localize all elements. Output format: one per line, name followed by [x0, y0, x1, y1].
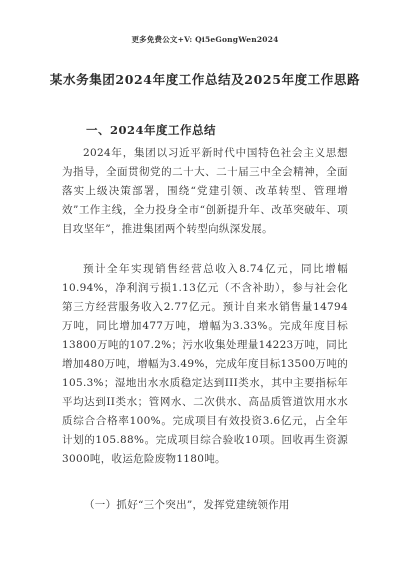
subsection-heading: （一）抓好“三个突出”，发挥党建统领作用 [84, 499, 290, 511]
document-title: 某水务集团2024年度工作总结及2025年度工作思路 [49, 72, 361, 87]
watermark-text: 更多免费公文+V: Qi5eGongWen2024 [131, 35, 279, 44]
body-paragraph: 2024年，集团以习近平新时代中国特色社会主义思想为指导，全面贯彻党的二十大、二十届三中全会精神，全面落实上级决策部署，围绕“党建引领、改革转型、管理增效”工作主线，全力投身全市“创新提升年、改革突破年、项目攻坚年”，推进集团两个转型向纵深发展。 [62, 147, 348, 235]
body-paragraph: 预计全年实现销售经营总收入8.74亿元，同比增幅10.94%，净利润亏损1.13亿元（不含补助），参与社会化第三方经营服务收入2.77亿元。预计自来水销售量14794万吨，同比增加477万吨，增幅为3.33%。完成年度目标13800万吨的107.2%；污水收集处理量14223万吨，同比增加480万吨，增幅为3.49%，完成年度目标13500万吨的105.3%；湿地出水水质稳定达到III类水，其中主要指标年平均达到II类水；管网水、二次供水、高品质管道饮用水水质综合合格率100%。完成项目有效投资3.6亿元，占全年计划的105.88%。完成项目综合验收10项。回收再生资源3000吨，收运危险废物1180吨。 [62, 263, 348, 465]
section-heading: 一、2024年度工作总结 [86, 123, 217, 137]
